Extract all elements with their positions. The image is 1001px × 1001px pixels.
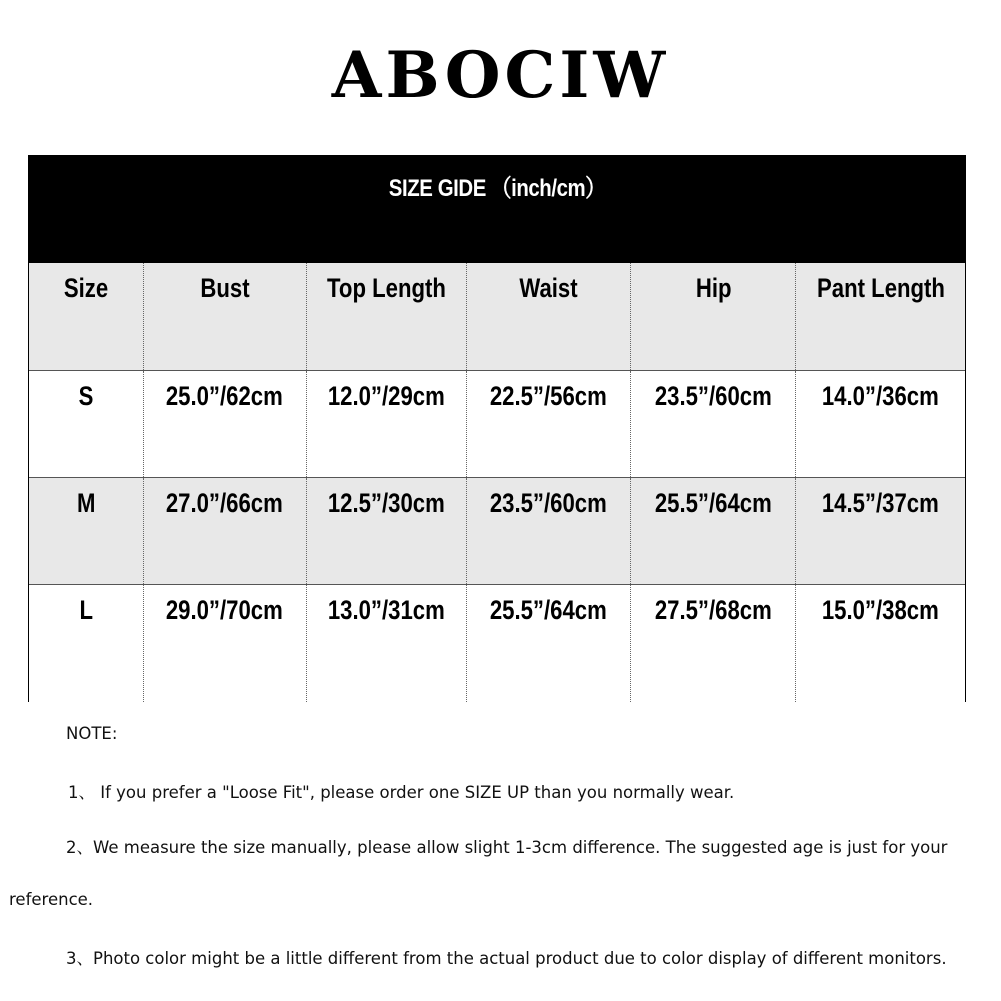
header-cell-pant-length: Pant Length [795, 263, 965, 370]
note-line-2: 2、We measure the size manually, please allow slight 1-3cm difference. The suggested age is just for your [66, 838, 948, 857]
table-cell-top-length: 13.0”/31cm [306, 585, 466, 702]
header-cell-bust: Bust [143, 263, 306, 370]
table-cell-bust: 27.0”/66cm [143, 478, 306, 584]
table-row [29, 477, 965, 584]
table-cell-size: M [76, 488, 96, 518]
header-cell-top-length: Top Length [306, 263, 466, 370]
table-cell-hip: 23.5”/60cm [630, 371, 795, 477]
table-cell-waist: 23.5”/60cm [466, 478, 631, 584]
note-line-2-continued: reference. [9, 890, 94, 909]
table-cell-pant-length: 15.0”/38cm [795, 585, 965, 702]
table-cell-waist: 25.5”/64cm [466, 585, 631, 702]
header-cell-size: Size [63, 273, 109, 303]
table-title: SIZE GIDE （inch/cm） [388, 175, 606, 202]
table-header-row [29, 263, 965, 370]
brand-logo: ABOCIW [331, 38, 670, 113]
header-cell-waist: Waist [466, 263, 631, 370]
table-cell-hip: 27.5”/68cm [630, 585, 795, 702]
table-row [29, 584, 965, 702]
size-grid [29, 263, 965, 702]
note-line-3: 3、Photo color might be a little different from the actual product due to color display of different monitors. [66, 949, 947, 968]
table-cell-size: L [79, 595, 93, 625]
table-cell-bust: 25.0”/62cm [143, 371, 306, 477]
table-cell-pant-length: 14.5”/37cm [795, 478, 965, 584]
table-row [29, 370, 965, 477]
table-title-bar [29, 156, 965, 263]
table-cell-hip: 25.5”/64cm [630, 478, 795, 584]
table-cell-top-length: 12.0”/29cm [306, 371, 466, 477]
table-cell-top-length: 12.5”/30cm [306, 478, 466, 584]
table-cell-waist: 22.5”/56cm [466, 371, 631, 477]
header-cell-hip: Hip [630, 263, 795, 370]
table-cell-pant-length: 14.0”/36cm [795, 371, 965, 477]
table-cell-bust: 29.0”/70cm [143, 585, 306, 702]
size-guide-table [28, 155, 966, 702]
note-line-1: 1、 If you prefer a "Loose Fit", please order one SIZE UP than you normally wear. [68, 783, 735, 802]
note-title: NOTE: [66, 724, 118, 743]
table-cell-size: S [78, 381, 94, 411]
